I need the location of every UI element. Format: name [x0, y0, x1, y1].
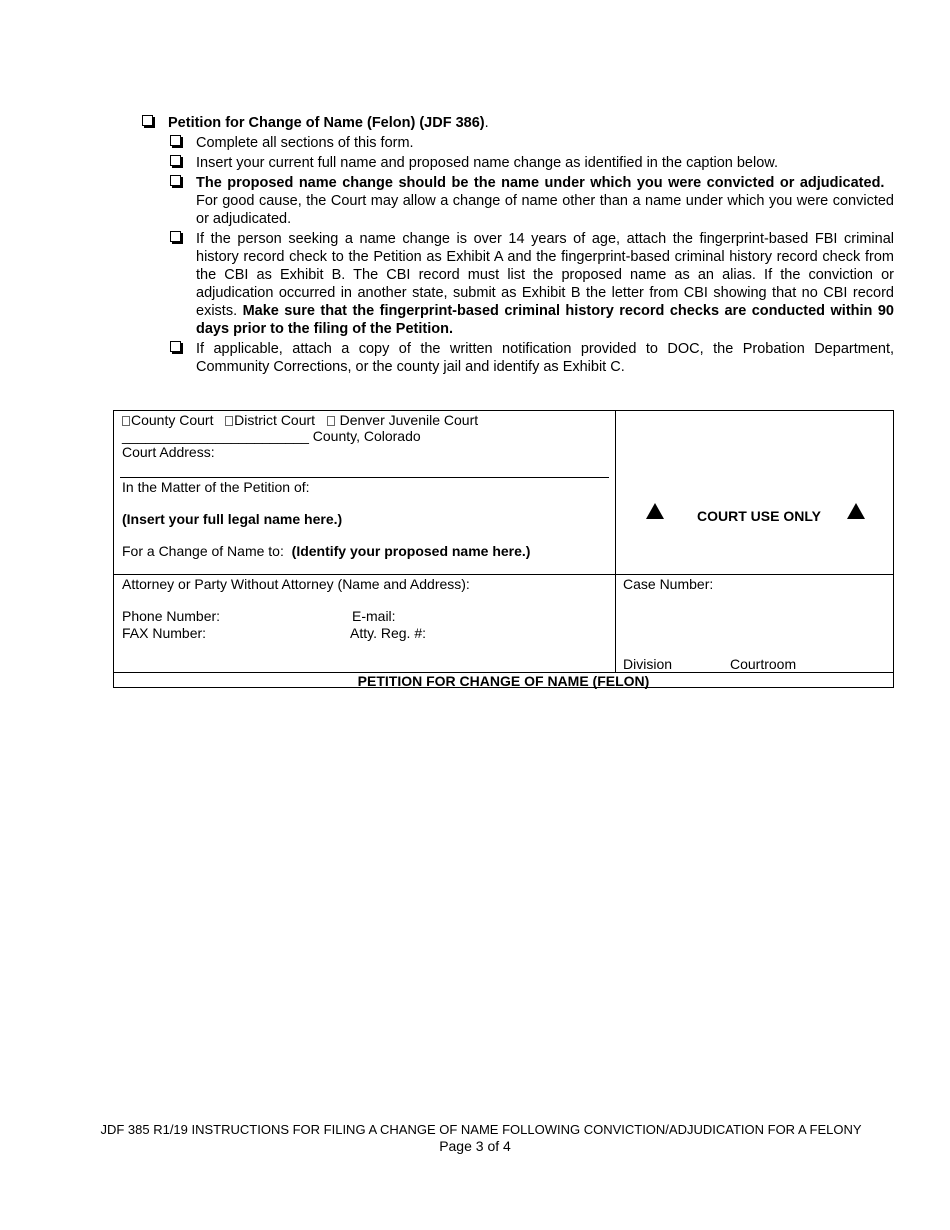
petition-item: Petition for Change of Name (Felon) (JDF 386).: [168, 115, 489, 131]
fingerprint-text: If the person seeking a name change is over 14 years of age, attach the fingerprint-based FBI criminal history record check to the Petition as Exhibit A and the fingerprint-based criminal history record check from the CBI as Exhibit B. The CBI record must list the proposed name as an alias. If the conviction or adjudication occurred in another state, submit as Exhibit B the letter from CBI showing that no CBI record exists. Make sure that the fingerprint-based criminal history record checks are conducted within 90 days prior to the filing of the Petition.: [196, 231, 894, 337]
checkbox-proposed[interactable]: [170, 175, 181, 186]
county-line[interactable]: ________________________ County, Colorado: [122, 428, 421, 444]
proposed-text: The proposed name change should be the name under which you were convicted or adjudicated. For good cause, the Court may allow a change of name other than a name under which you were convicted or adjudicated.: [196, 175, 894, 227]
change-label: For a Change of Name to: (Identify your proposed name here.): [122, 543, 531, 559]
atty-reg-label: Atty. Reg. #:: [350, 625, 426, 641]
court-address-label: Court Address:: [122, 444, 215, 460]
denver-juvenile-court-checkbox[interactable]: [327, 416, 335, 426]
checkbox-complete[interactable]: [170, 135, 181, 146]
attorney-label: Attorney or Party Without Attorney (Name and Address):: [122, 576, 470, 592]
checkbox-petition[interactable]: [142, 115, 153, 126]
triangle-up-icon: [847, 503, 865, 519]
district-court-checkbox[interactable]: [225, 416, 233, 426]
court-options: County Court District Court Denver Juvenile Court: [122, 411, 478, 429]
petition-title: Petition for Change of Name (Felon) (JDF 386): [168, 115, 485, 131]
courtroom-label: Courtroom: [730, 656, 797, 672]
case-number-label: Case Number:: [623, 576, 714, 592]
footer-form-line: JDF 385 R1/19 INSTRUCTIONS FOR FILING A CHANGE OF NAME FOLLOWING CONVICTION/ADJUDICATION FOR A FELONY: [100, 1122, 862, 1137]
county-court-checkbox[interactable]: [122, 416, 130, 426]
caption-box: [113, 410, 894, 688]
applicable-text: If applicable, attach a copy of the written notification provided to DOC, the Probation Department, Community Corrections, or the county jail and identify as Exhibit C.: [196, 341, 894, 375]
phone-label: Phone Number:: [122, 608, 221, 624]
footer-page-number: Page 3 of 4: [439, 1138, 511, 1154]
complete-text: Complete all sections of this form.: [196, 135, 414, 151]
form-title: PETITION FOR CHANGE OF NAME (FELON): [357, 673, 650, 689]
court-use-only: COURT USE ONLY: [697, 508, 821, 524]
email-label: E-mail:: [352, 608, 396, 624]
insert-name-label: (Insert your full legal name here.): [122, 511, 343, 527]
matter-label: In the Matter of the Petition of:: [122, 479, 310, 495]
insert-text: Insert your current full name and proposed name change as identified in the caption below.: [196, 155, 778, 171]
checkbox-insert[interactable]: [170, 155, 181, 166]
triangle-up-icon: [646, 503, 664, 519]
checkbox-fingerprint[interactable]: [170, 231, 181, 242]
division-label: Division: [623, 656, 673, 672]
caption-divider: [615, 411, 616, 672]
checkbox-applicable[interactable]: [170, 341, 181, 352]
fax-label: FAX Number:: [122, 625, 207, 641]
